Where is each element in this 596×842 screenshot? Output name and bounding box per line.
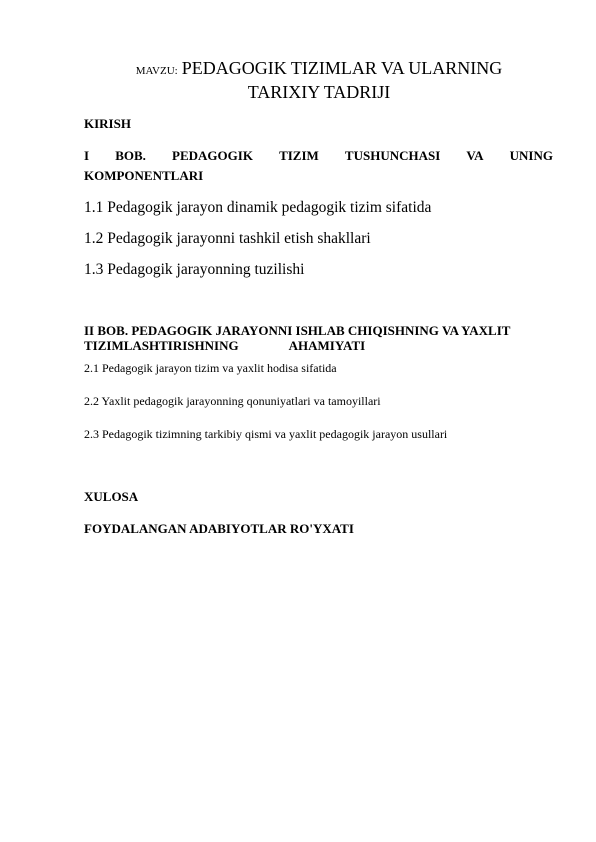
chapter1-word: VA bbox=[466, 148, 484, 163]
conclusion-heading: XULOSA bbox=[84, 489, 139, 504]
chapter2-heading-line2-b: AHAMIYATI bbox=[288, 338, 366, 353]
chapter2-heading-line1: II BOB. PEDAGOGIK JARAYONNI ISHLAB CHIQISHNING VA YAXLIT bbox=[84, 323, 511, 338]
chapter2-heading bbox=[84, 323, 510, 353]
chapter2-heading-line2-a: TIZIMLASHTIRISHNING bbox=[84, 338, 239, 353]
chapter2-item: 2.3 Pedagogik tizimning tarkibiy qismi va yaxlit pedagogik jarayon usullari bbox=[84, 427, 448, 441]
references-heading: FOYDALANGAN ADABIYOTLAR RO'YXATI bbox=[84, 521, 354, 536]
chapter1-word: BOB. bbox=[115, 148, 146, 163]
document-title bbox=[84, 58, 554, 103]
chapter1-word: TUSHUNCHASI bbox=[344, 148, 441, 163]
chapter1-item: 1.2 Pedagogik jarayonni tashkil etish shakllari bbox=[84, 230, 371, 247]
chapter1-word: I bbox=[84, 148, 90, 163]
chapter1-heading-line2: KOMPONENTLARI bbox=[84, 168, 204, 183]
chapter2-item: 2.2 Yaxlit pedagogik jarayonning qonuniyatlari va tamoyillari bbox=[84, 394, 381, 408]
chapter1-item: 1.1 Pedagogik jarayon dinamik pedagogik tizim sifatida bbox=[84, 199, 432, 216]
chapter2-heading-line2 bbox=[84, 338, 510, 353]
intro-heading: KIRISH bbox=[84, 116, 131, 131]
title-line-2: TARIXIY TADRIJI bbox=[247, 82, 391, 102]
title-line-1: PEDAGOGIK TIZIMLAR VA ULARNING bbox=[181, 58, 503, 78]
title-prefix: MAVZU: bbox=[135, 65, 178, 77]
chapter1-word: PEDAGOGIK bbox=[172, 148, 253, 163]
chapter1-item: 1.3 Pedagogik jarayonning tuzilishi bbox=[84, 261, 305, 278]
chapter1-word: TIZIM bbox=[279, 148, 319, 163]
chapter1-heading-line1 bbox=[84, 148, 553, 164]
chapter1-word: UNING bbox=[509, 148, 553, 163]
chapter2-item: 2.1 Pedagogik jarayon tizim va yaxlit hodisa sifatida bbox=[84, 361, 337, 375]
